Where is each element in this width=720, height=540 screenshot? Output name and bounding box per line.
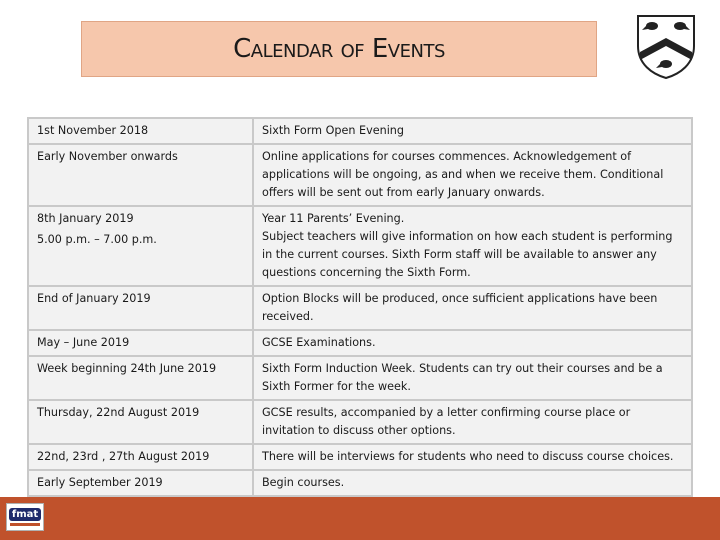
- event-date-line: 22nd, 23rd , 27th August 2019: [37, 450, 210, 463]
- event-date: [28, 286, 253, 330]
- event-row: [28, 206, 692, 286]
- event-row: [28, 118, 692, 144]
- event-description-line: Option Blocks will be produced, once sufficient applications have been received.: [262, 292, 658, 323]
- event-description: [253, 356, 692, 400]
- event-description: [253, 330, 692, 356]
- event-date-line: 5.00 p.m. – 7.00 p.m.: [37, 233, 157, 246]
- page-title: Calendar of Events: [233, 34, 445, 64]
- event-description-line: GCSE results, accompanied by a letter confirming course place or invitation to discuss other options.: [262, 406, 631, 437]
- event-row: [28, 144, 692, 206]
- event-date-line: 8th January 2019: [37, 212, 134, 225]
- event-date: [28, 118, 253, 144]
- event-row: [28, 400, 692, 444]
- event-date: [28, 356, 253, 400]
- footer-bar: [0, 497, 720, 540]
- event-description-line: There will be interviews for students who need to discuss course choices.: [262, 450, 674, 463]
- event-description-line: Online applications for courses commences. Acknowledgement of applications will be ongoing, as and when we receive them. Conditional offers will be sent out from early January onwards.: [262, 150, 664, 199]
- event-date-line: Early November onwards: [37, 150, 178, 163]
- event-row: [28, 330, 692, 356]
- event-date-line: Thursday, 22nd August 2019: [37, 406, 200, 419]
- events-body: [28, 118, 692, 496]
- event-date: [28, 144, 253, 206]
- event-date: [28, 444, 253, 470]
- event-description-line: Year 11 Parents’ Evening.: [262, 212, 405, 225]
- fmat-logo: [6, 503, 44, 531]
- event-description: [253, 206, 692, 286]
- event-description: [253, 118, 692, 144]
- logo-stripe: [10, 523, 40, 526]
- events-table: [27, 117, 693, 497]
- event-date: [28, 470, 253, 496]
- school-crest-icon: [632, 12, 700, 80]
- event-date: [28, 206, 253, 286]
- event-description-line: Sixth Form Open Evening: [262, 124, 405, 137]
- event-row: [28, 470, 692, 496]
- event-date-line: Week beginning 24th June 2019: [37, 362, 217, 375]
- event-row: [28, 444, 692, 470]
- event-row: [28, 286, 692, 330]
- logo-text: fmat: [9, 508, 41, 521]
- event-description-line: Subject teachers will give information on how each student is performing in the current courses. Sixth Form staff will be available to answer any questions concerning the Sixth Form.: [262, 230, 673, 279]
- event-description: [253, 470, 692, 496]
- event-description-line: Begin courses.: [262, 476, 345, 489]
- event-description: [253, 144, 692, 206]
- event-date: [28, 330, 253, 356]
- title-banner: [81, 21, 597, 77]
- event-date-line: 1st November 2018: [37, 124, 149, 137]
- event-date-line: Early September 2019: [37, 476, 163, 489]
- event-description-line: GCSE Examinations.: [262, 336, 376, 349]
- event-description-line: Sixth Form Induction Week. Students can try out their courses and be a Sixth Former for the week.: [262, 362, 663, 393]
- event-row: [28, 356, 692, 400]
- event-date: [28, 400, 253, 444]
- event-date-line: May – June 2019: [37, 336, 130, 349]
- event-description: [253, 286, 692, 330]
- event-description: [253, 444, 692, 470]
- event-date-line: End of January 2019: [37, 292, 151, 305]
- event-description: [253, 400, 692, 444]
